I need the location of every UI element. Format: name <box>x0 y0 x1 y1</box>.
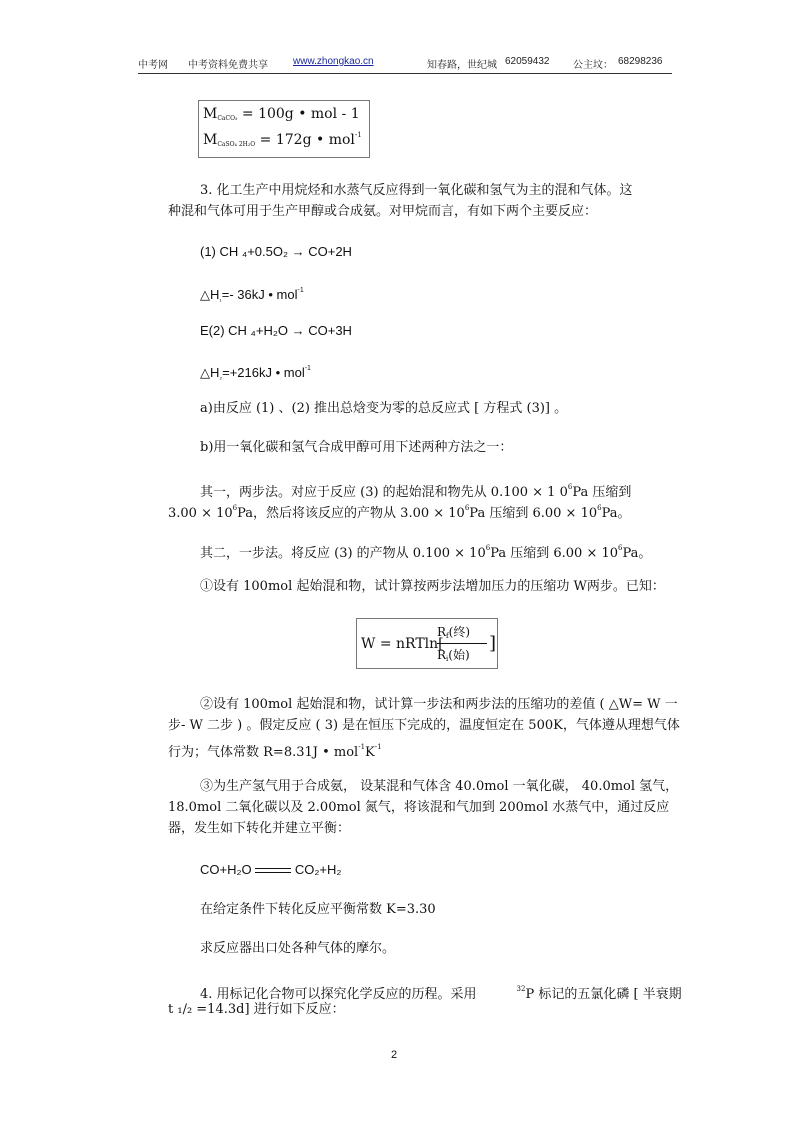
unit-sup: -1 <box>297 287 304 294</box>
q4-line2: t ₁/₂ =14.3d] 进行如下反应： <box>168 1002 345 1017</box>
formula-sup: -1 <box>354 131 362 139</box>
fraction-bar <box>437 643 487 644</box>
text: Pa 压缩到 <box>572 485 632 500</box>
exp: 6 <box>618 544 623 552</box>
sub-question-2-line3 <box>168 740 382 760</box>
header-url-link[interactable]: www.zhongkao.cn <box>293 56 374 67</box>
formula-line-gypsum <box>203 131 362 148</box>
work-formula-box <box>356 618 498 669</box>
q3-line2: 种混和气体可用于生产甲醇或合成氨。对甲烷而言，有如下两个主要反应： <box>168 204 598 219</box>
formula-m: M <box>203 106 218 122</box>
exp: -1 <box>374 743 382 751</box>
sub-question-1: ①设有 100mol 起始混和物，试计算按两步法增加压力的压缩功 W两步。已知： <box>200 579 665 594</box>
text: Pa 压缩到 6.00 × 10 <box>490 546 619 561</box>
reactants: CO+H₂O <box>200 862 252 877</box>
enthalpy-1 <box>200 284 304 307</box>
page-number: 2 <box>391 1049 398 1061</box>
text: P 标记的五氯化磷 [ 半衰期 <box>525 987 682 1002</box>
text: 3.00 × 10 <box>168 506 233 521</box>
header-address: 知春路，世纪城 <box>427 60 497 71</box>
sub-question-3-line3: 器，发生如下转化并建立平衡： <box>168 821 351 836</box>
exp: 6 <box>567 483 573 491</box>
work-formula-denominator <box>437 646 470 663</box>
delta-h-sub: ₂ <box>219 374 223 381</box>
exp: 6 <box>485 544 491 552</box>
text: Pa，然后将该反应的产物从 3.00 × 10 <box>237 506 465 521</box>
sub: f <box>446 632 449 640</box>
exp: 6 <box>232 504 238 512</box>
header-site: 中考网 <box>138 60 168 71</box>
initial-label: (始) <box>448 648 470 662</box>
final-question: 求反应器出口处各种气体的摩尔。 <box>200 941 396 956</box>
work-formula-close: ] <box>489 633 497 654</box>
text: 其二，一步法。将反应 (3) 的产物从 0.100 × 10 <box>200 546 486 561</box>
q3-line1: 3. 化工生产中用烷烃和水蒸气反应得到一氧化碳和氢气为主的混和气体。这 <box>200 183 633 198</box>
final-label: (终) <box>448 625 471 639</box>
formula-sub: CaCO₃ <box>217 115 238 122</box>
header-tel2: 68298236 <box>618 56 663 67</box>
method1-line1 <box>200 480 631 500</box>
formula-sub: CaSO₄ 2H₂O <box>217 141 256 148</box>
r-final: R <box>437 625 447 639</box>
method1-line2 <box>168 501 631 521</box>
sub-question-2-line1: ②设有 100mol 起始混和物，试计算一步法和两步法的压缩功的差值 ( △W= W 一 <box>200 697 678 712</box>
delta-h: △H <box>200 287 220 302</box>
formula-value: = 100g • mol - 1 <box>237 106 360 122</box>
sub-question-3-line1: ③为生产氢气用于合成氨， 设某混和气体含 40.0mol 一氧化碳， 40.0mol 氢气， <box>200 779 679 794</box>
enthalpy-2 <box>200 362 311 385</box>
unit-sup: -1 <box>304 365 311 372</box>
header-share: 中考资料免费共享 <box>188 60 268 71</box>
sub-question-2-line2: 步- W 二步 ) 。假定反应 ( 3) 是在恒压下完成的，温度恒定在 500K，气体遵从理想气体 <box>168 718 680 733</box>
formula-m: M <box>203 132 218 148</box>
header-tel1: 62059432 <box>505 56 550 67</box>
text: 行为；气体常数 R=8.31J • mol <box>168 745 359 760</box>
sub: i <box>446 655 449 663</box>
text: Pa。 <box>601 506 631 521</box>
delta-h-value: =+216kJ • mol <box>222 365 305 380</box>
delta-h: △H <box>200 365 220 380</box>
work-formula-numerator <box>437 623 470 640</box>
question-a: a)由反应 (1) 、(2) 推出总焓变为零的总反应式 [ 方程式 (3)] 。 <box>200 401 568 416</box>
equilibrium-equation <box>200 863 341 877</box>
text: K <box>365 745 375 760</box>
q4-line1 <box>200 982 682 1002</box>
text: Pa。 <box>622 546 652 561</box>
question-b: b)用一氧化碳和氢气合成甲醇可用下述两种方法之一： <box>200 440 513 455</box>
molar-mass-formula-box <box>198 100 370 158</box>
method2 <box>200 541 651 561</box>
exp: 6 <box>597 504 602 512</box>
reaction-1: (1) CH ₄+0.5O₂ → CO+2H <box>200 244 352 259</box>
isotope-sup: 32 <box>516 985 526 993</box>
reaction-2: E(2) CH ₄+H₂O → CO+3H <box>200 323 352 338</box>
r-initial: R <box>437 648 447 662</box>
work-formula-left: W = nRTln[ <box>361 636 444 652</box>
header-divider <box>138 73 672 74</box>
header-office: 公主坟： <box>573 60 613 71</box>
text: 4. 用标记化合物可以探究化学反应的历程。采用 <box>200 987 477 1002</box>
delta-h-sub: ₁ <box>219 296 222 303</box>
equilibrium-arrow-icon <box>255 866 291 876</box>
formula-value: = 172g • mol <box>255 132 355 148</box>
text: 其一，两步法。对应于反应 (3) 的起始混和物先从 0.100 × 1 0 <box>200 485 568 500</box>
exp: -1 <box>358 743 366 751</box>
exp: 6 <box>464 504 470 512</box>
text: Pa 压缩到 6.00 × 10 <box>469 506 598 521</box>
page-header <box>138 56 672 74</box>
formula-line-caco3 <box>203 106 360 122</box>
equilibrium-constant: 在给定条件下转化反应平衡常数 K=3.30 <box>200 902 436 917</box>
products: CO₂+H₂ <box>294 862 342 877</box>
sub-question-3-line2: 18.0mol 二氧化碳以及 2.00mol 氮气，将该混和气加到 200mol 水蒸气中，通过反应 <box>168 800 670 815</box>
delta-h-value: =- 36kJ • mol <box>221 287 298 302</box>
